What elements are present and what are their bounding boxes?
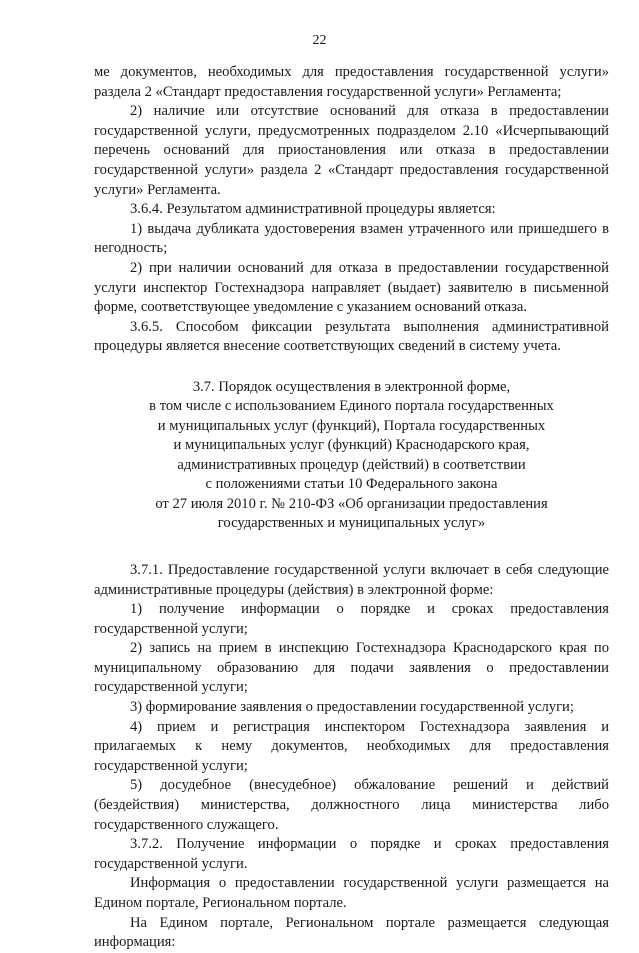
paragraph: 2) при наличии оснований для отказа в предоставлении государственной услуги инспектор Гостехнадзора направляет (выдает) заявителю в письменной форме, соответствующее уведомление с указанием оснований отказа.: [94, 259, 609, 316]
paragraph: 3) формирование заявления о предоставлении государственной услуги;: [130, 699, 574, 716]
paragraph: 2) наличие или отсутствие оснований для отказа в предоставлении государственной услуги, предусмотренных подразделом 2.10 «Исчерпывающий перечень оснований для приостановления или отказа в предоставлении государственной услуги» раздела 2 «Стандарт предоставления государственной услуги» Регламента.: [94, 103, 609, 198]
paragraph: 3.6.4. Результатом административной процедуры является:: [130, 201, 496, 218]
paragraph: 1) получение информации о порядке и сроках предоставления государственной услуги;: [94, 601, 609, 637]
paragraph: На Едином портале, Региональном портале размещается следующая информация:: [94, 914, 609, 951]
document-body: [94, 63, 609, 953]
heading-line: и муниципальных услуг (функций), Портала государственных: [157, 417, 546, 434]
section-heading: [94, 378, 609, 534]
heading-line: в том числе с использованием Единого портала государственных: [149, 398, 554, 415]
paragraph: 3.6.5. Способом фиксации результата выполнения административной процедуры является внесение соответствующих сведений в систему учета.: [94, 318, 609, 355]
heading-line: 3.7. Порядок осуществления в электронной форме,: [192, 378, 511, 395]
heading-line: государственных и муниципальных услуг»: [217, 515, 486, 532]
paragraph: 4) прием и регистрация инспектором Гостехнадзора заявления и прилагаемых к нему документов, необходимых для предоставления государственной услуги;: [94, 718, 609, 774]
heading-line: с положениями статьи 10 Федерального закона: [205, 476, 498, 493]
page-number: 22: [312, 33, 327, 48]
paragraph: ме документов, необходимых для предоставления государственной услуги» раздела 2 «Стандарт предоставления государственной услуги» Регламента;: [94, 64, 609, 100]
paragraph: Информация о предоставлении государственной услуги размещается на Едином портале, Региональном портале.: [94, 875, 609, 911]
paragraph: 3.7.1. Предоставление государственной услуги включает в себя следующие административные процедуры (действия) в электронной форме:: [94, 561, 609, 598]
heading-line: и муниципальных услуг (функций) Краснодарского края,: [173, 437, 530, 454]
paragraphs-top: [94, 63, 609, 357]
paragraph: 5) досудебное (внесудебное) обжалование решений и действий (бездействия) министерства, должностного лица министерства либо государственного служащего.: [94, 777, 609, 833]
paragraph: 3.7.2. Получение информации о порядке и сроках предоставления государственной услуги.: [94, 836, 609, 872]
heading-line: административных процедур (действий) в соответствии: [177, 456, 526, 473]
heading-line: от 27 июля 2010 г. № 210-ФЗ «Об организации предоставления: [155, 495, 548, 512]
paragraph: 2) запись на прием в инспекцию Гостехнадзора Краснодарского края по муниципальному образованию для подачи заявления о предоставлении государственной услуги;: [94, 640, 609, 696]
paragraph: 1) выдача дубликата удостоверения взамен утраченного или пришедшего в негодность;: [94, 220, 609, 257]
paragraphs-bottom: [94, 561, 609, 953]
